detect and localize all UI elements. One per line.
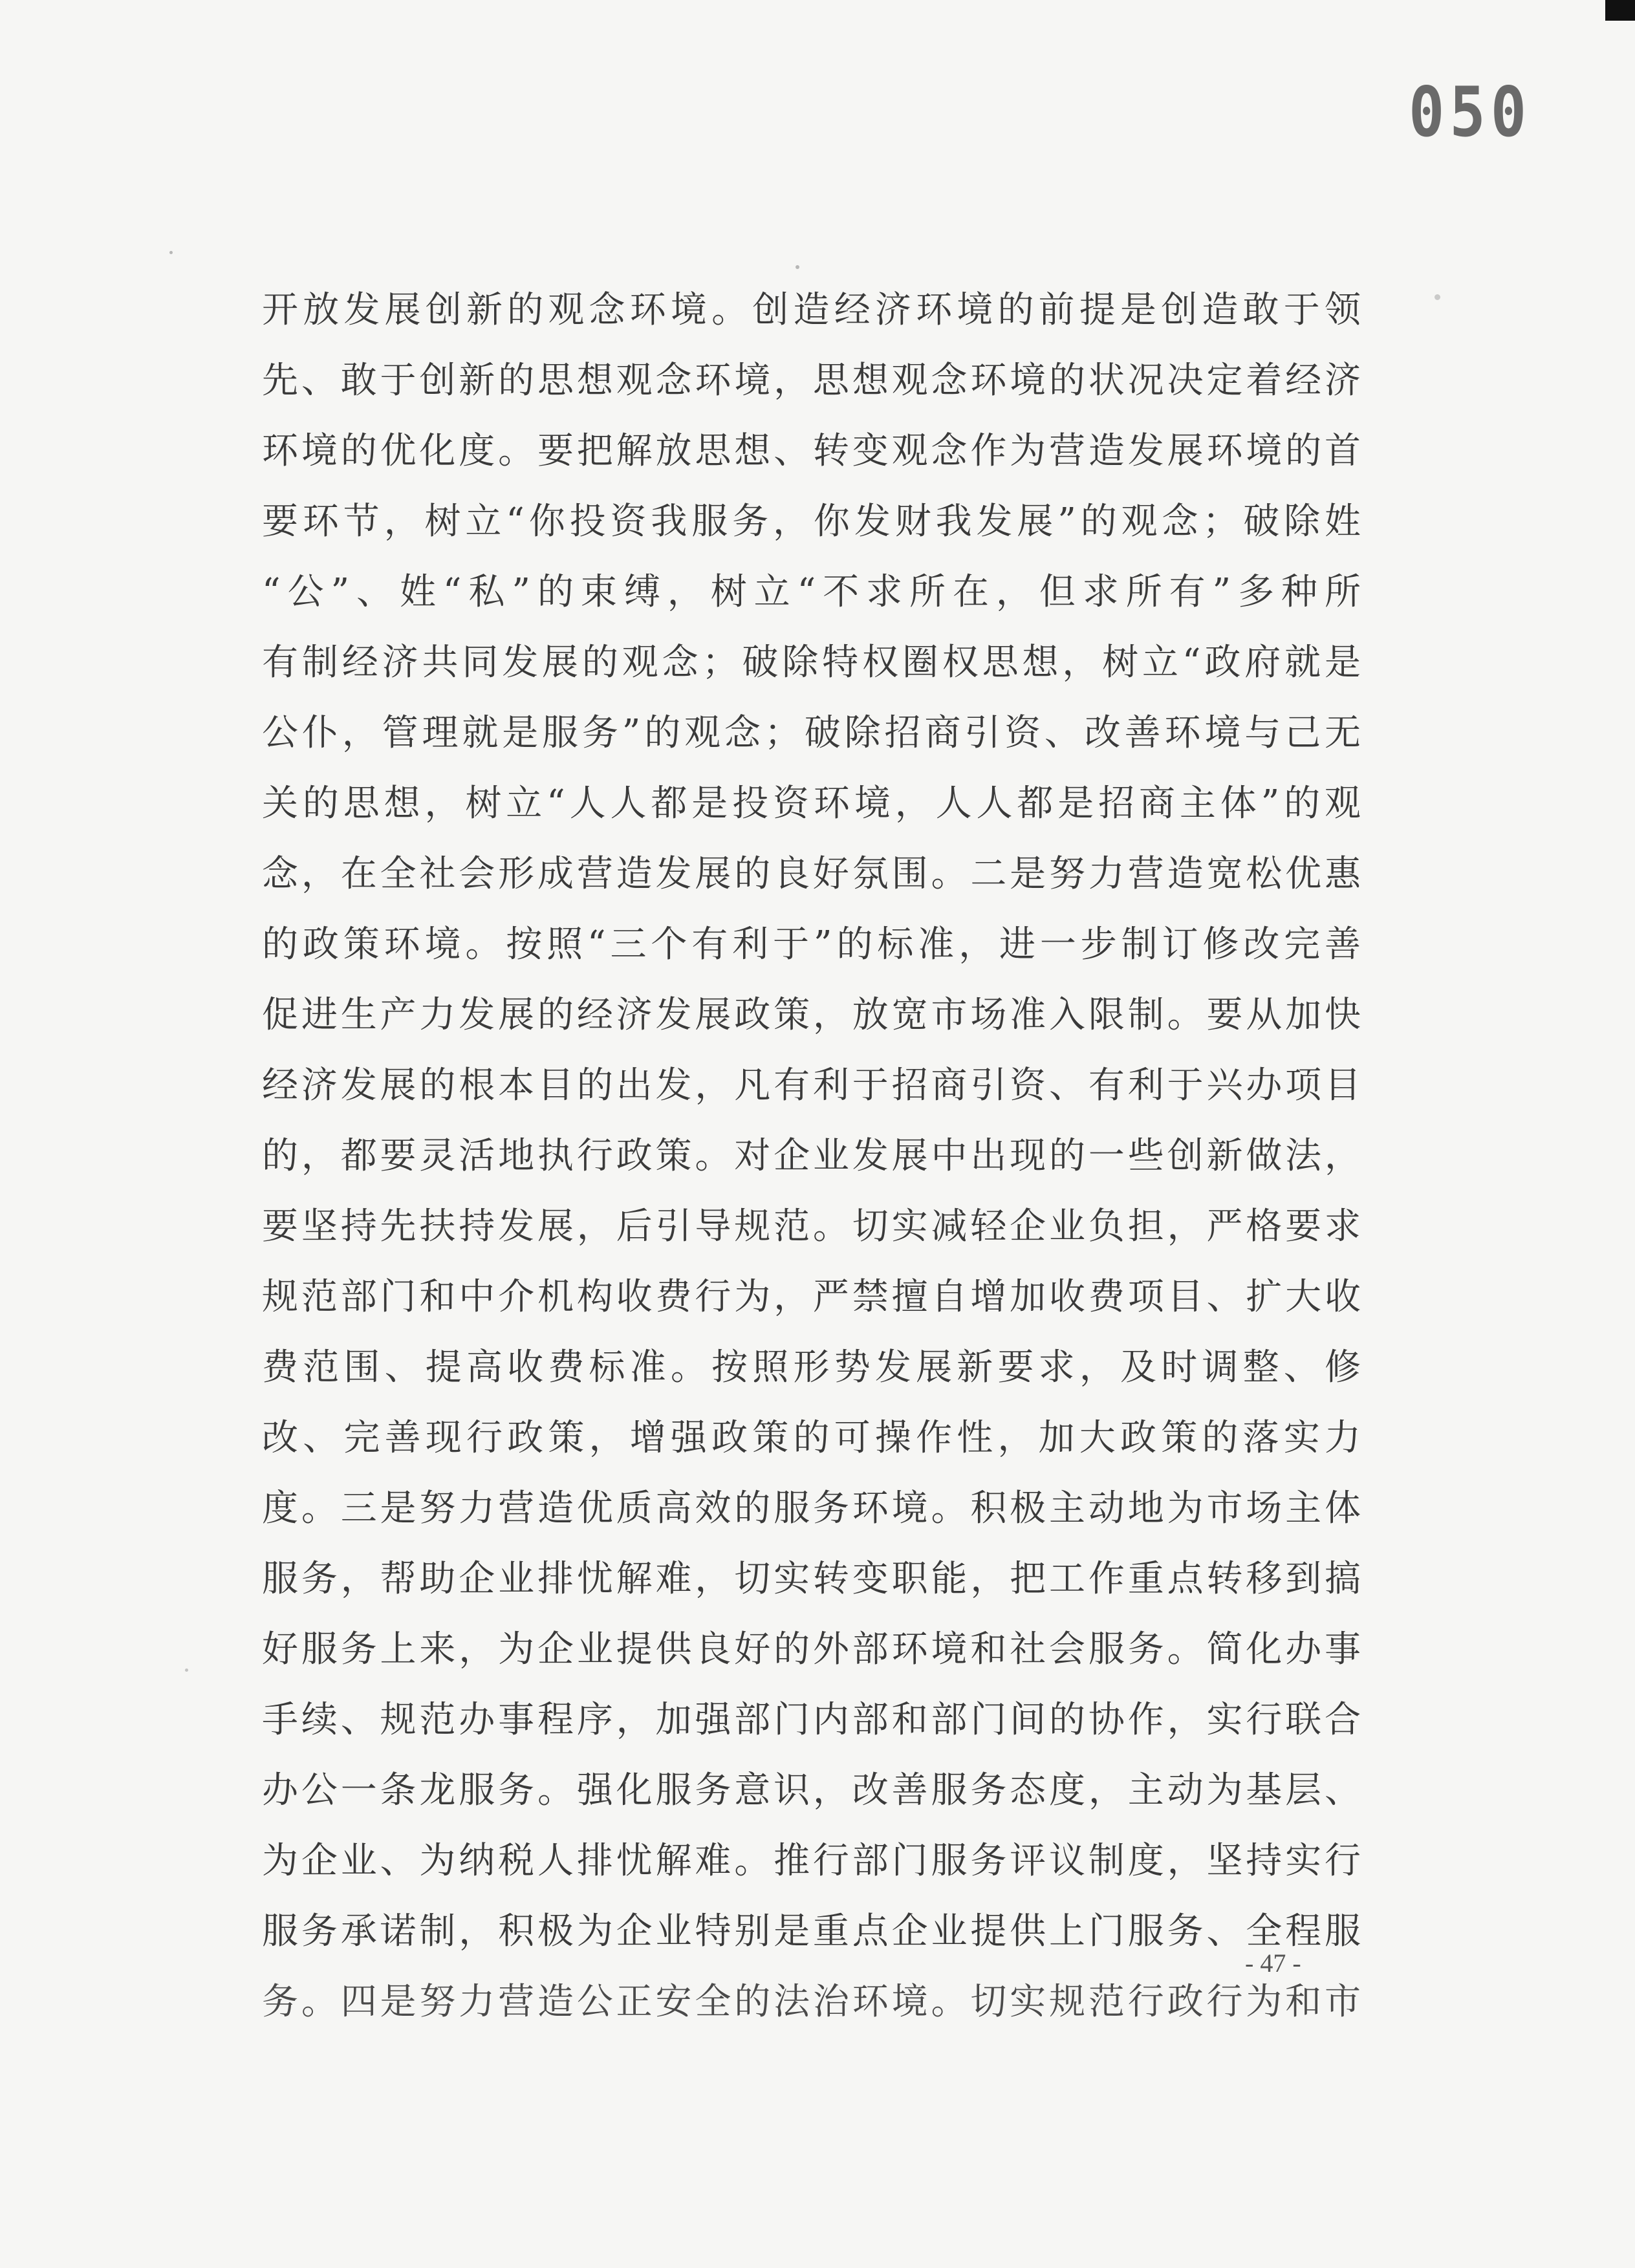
body-text <box>262 275 1361 2037</box>
text-line: “公”、姓“私”的束缚，树立“不求所在，但求所有”多种所 <box>262 571 1361 613</box>
text-line: 的政策环境。按照“三个有利于”的标准，进一步制订修改完善 <box>262 923 1361 966</box>
scan-corner-mark <box>1605 0 1635 21</box>
text-line: 改、完善现行政策，增强政策的可操作性，加大政策的落实力 <box>262 1417 1361 1459</box>
page-number: - 47 - <box>1245 1949 1301 1978</box>
text-line: 关的思想，树立“人人都是投资环境，人人都是招商主体”的观 <box>262 783 1361 825</box>
text-line: 经济发展的根本目的出发，凡有利于招商引资、有利于兴办项目 <box>262 1064 1361 1107</box>
scan-speck <box>796 265 799 269</box>
text-line: 环境的优化度。要把解放思想、转变观念作为营造发展环境的首 <box>262 430 1361 472</box>
text-line: 促进生产力发展的经济发展政策，放宽市场准入限制。要从加快 <box>262 994 1361 1036</box>
text-line: 要坚持先扶持发展，后引导规范。切实减轻企业负担，严格要求 <box>262 1205 1361 1247</box>
text-line: 手续、规范办事程序，加强部门内部和部门间的协作，实行联合 <box>262 1699 1361 1741</box>
text-line: 开放发展创新的观念环境。创造经济环境的前提是创造敢于领 <box>262 289 1361 331</box>
scan-speck <box>185 1669 188 1672</box>
text-line: 服务，帮助企业排忧解难，切实转变职能，把工作重点转移到搞 <box>262 1558 1361 1600</box>
scan-speck <box>1435 294 1440 300</box>
text-line: 费范围、提高收费标准。按照形势发展新要求，及时调整、修 <box>262 1346 1361 1388</box>
text-line: 规范部门和中介机构收费行为，严禁擅自增加收费项目、扩大收 <box>262 1276 1361 1318</box>
text-line: 服务承诺制，积极为企业特别是重点企业提供上门服务、全程服 <box>262 1910 1361 1952</box>
text-line: 好服务上来，为企业提供良好的外部环境和社会服务。简化办事 <box>262 1628 1361 1670</box>
scan-speck <box>169 251 173 254</box>
text-line: 念，在全社会形成营造发展的良好氛围。二是努力营造宽松优惠 <box>262 853 1361 895</box>
text-line: 的，都要灵活地执行政策。对企业发展中出现的一些创新做法， <box>262 1135 1361 1177</box>
text-line: 要环节，树立“你投资我服务，你发财我发展”的观念；破除姓 <box>262 501 1361 543</box>
text-line: 为企业、为纳税人排忧解难。推行部门服务评议制度，坚持实行 <box>262 1840 1361 1882</box>
text-line: 先、敢于创新的思想观念环境，思想观念环境的状况决定着经济 <box>262 360 1361 402</box>
text-line: 办公一条龙服务。强化服务意识，改善服务态度，主动为基层、 <box>262 1769 1361 1811</box>
text-line: 度。三是努力营造优质高效的服务环境。积极主动地为市场主体 <box>262 1487 1361 1529</box>
text-line: 公仆，管理就是服务”的观念；破除招商引资、改善环境与己无 <box>262 712 1361 754</box>
text-line: 有制经济共同发展的观念；破除特权圈权思想，树立“政府就是 <box>262 642 1361 684</box>
archive-number: 050 <box>1409 72 1532 153</box>
text-line: 务。四是努力营造公正安全的法治环境。切实规范行政行为和市 <box>262 1981 1361 2023</box>
